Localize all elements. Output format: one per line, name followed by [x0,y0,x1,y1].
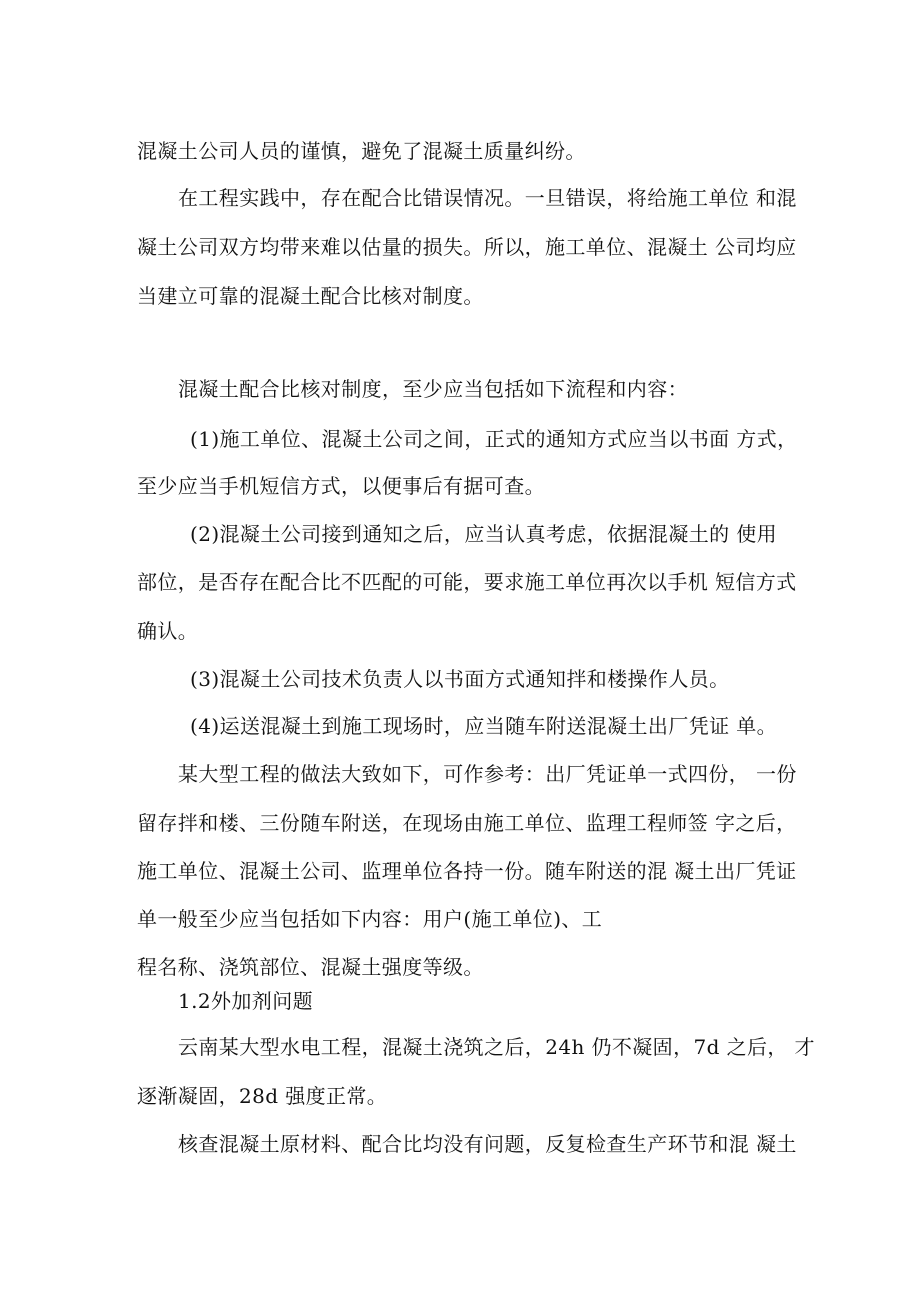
text-line: 确认。 [137,619,199,643]
paragraph-start: 核查混凝土原材料、配合比均没有问题，反复检查生产环节和混 凝土 [178,1132,797,1156]
text-line: 施工单位、混凝土公司、监理单位各持一份。随车附送的混 凝土出厂凭证 [137,859,797,883]
section-heading: 1.2外加剂问题 [178,989,314,1013]
paragraph-start: 某大型工程的做法大致如下，可作参考：出厂凭证单一式四份， 一份 [178,762,797,786]
text-line: 当建立可靠的混凝土配合比核对制度。 [137,284,484,308]
paragraph-start: 云南某大型水电工程，混凝土浇筑之后，24h 仍不凝固，7d 之后， 才 [178,1035,815,1059]
text-line: 混凝土公司人员的谨慎，避免了混凝土质量纠纷。 [137,139,586,163]
text-line: 程名称、浇筑部位、混凝土强度等级。 [137,955,484,979]
text-line: 部位，是否存在配合比不匹配的可能，要求施工单位再次以手机 短信方式 [137,570,797,594]
list-item-4: (4)运送混凝土到施工现场时，应当随车附送混凝土出厂凭证 单。 [190,714,778,738]
paragraph-start: 混凝土配合比核对制度，至少应当包括如下流程和内容： [178,377,688,401]
text-line: 单一般至少应当包括如下内容：用户(施工单位)、工 [137,907,603,931]
text-line: 凝土公司双方均带来难以估量的损失。所以，施工单位、混凝土 公司均应 [137,235,797,259]
paragraph-start: 在工程实践中，存在配合比错误情况。一旦错误，将给施工单位 和混 [178,186,797,210]
text-line: 逐渐凝固，28d 强度正常。 [137,1084,388,1108]
text-line: 留存拌和楼、三份随车附送，在现场由施工单位、监理工程师签 字之后， [137,811,797,835]
list-item-3: (3)混凝土公司技术负责人以书面方式通知拌和楼操作人员。 [190,667,730,691]
list-item-2: (2)混凝土公司接到通知之后，应当认真考虑，依据混凝土的 使用 [190,522,778,546]
text-line: 至少应当手机短信方式，以便事后有据可查。 [137,474,545,498]
list-item-1: (1)施工单位、混凝土公司之间，正式的通知方式应当以书面 方式， [190,427,798,451]
